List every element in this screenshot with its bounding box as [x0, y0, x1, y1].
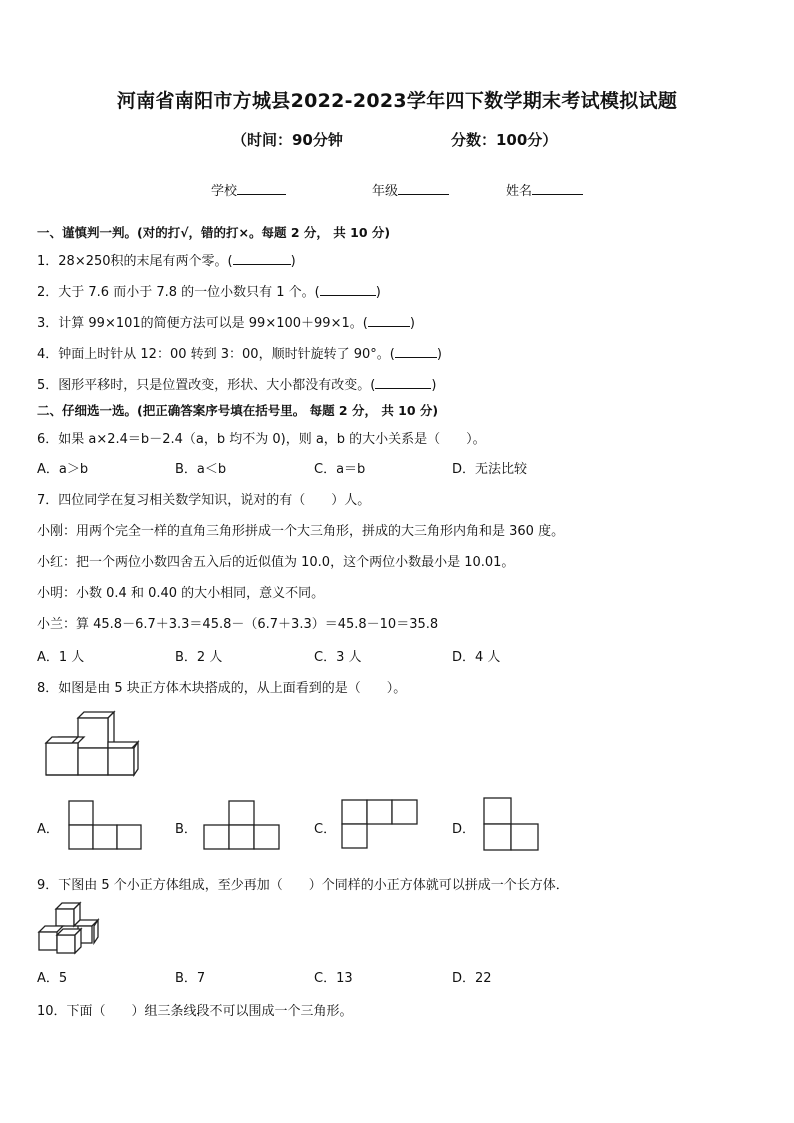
time-label: （时间：90分钟 [232, 131, 343, 149]
q7-statement-xiaolan: 小兰：算 45.8－6.7＋3.3＝45.8－（6.7＋3.3）＝45.8－10＝35.8 [37, 617, 439, 632]
answer-blank-3[interactable] [368, 313, 410, 327]
question-10: 10．下面（ ）组三条线段不可以围成一个三角形。 [37, 1004, 353, 1019]
question-4 [37, 343, 442, 362]
school-label: 学校 [211, 184, 238, 199]
q6-option-d[interactable]: D．无法比较 [452, 462, 528, 477]
score-label: 分数：100分） [451, 131, 558, 149]
grade-label: 年级 [372, 184, 399, 199]
q8-option-c-figure[interactable] [341, 799, 419, 849]
section1-heading: 一、谨慎判一判。(对的打√，错的打×。每题 2 分， 共 10 分) [37, 225, 391, 240]
question-5 [37, 374, 436, 393]
answer-blank-2[interactable] [320, 282, 376, 296]
q6-option-b[interactable]: B．a＜b [175, 462, 227, 477]
q9-option-d[interactable]: D．22 [452, 971, 492, 986]
grade-field[interactable] [372, 180, 449, 199]
question-7: 7．四位同学在复习相关数学知识，说对的有（ ）人。 [37, 493, 371, 508]
section2-heading: 二、仔细选一选。(把正确答案序号填在括号里。 每题 2 分， 共 10 分) [37, 403, 439, 418]
q8-option-c-label[interactable]: C． [314, 822, 337, 837]
question-1-text: 1．28×250积的末尾有两个零。( [37, 254, 233, 269]
q7-option-c[interactable]: C．3 人 [314, 650, 362, 665]
q7-option-d[interactable]: D．4 人 [452, 650, 501, 665]
name-blank[interactable] [532, 180, 583, 195]
question-1 [37, 250, 296, 269]
question-3-text: 3．计算 99×101的简便方法可以是 99×100＋99×1。( [37, 316, 368, 331]
q7-option-a[interactable]: A．1 人 [37, 650, 85, 665]
answer-blank-1[interactable] [233, 251, 291, 265]
name-field[interactable] [506, 180, 583, 199]
answer-blank-4[interactable] [395, 344, 437, 358]
q8-option-b-label[interactable]: B． [175, 822, 197, 837]
q7-statement-xiaohong: 小红：把一个两位小数四舍五入后的近似值为 10.0，这个两位小数最小是 10.01。 [37, 555, 515, 570]
q6-option-c[interactable]: C．a＝b [314, 462, 366, 477]
close-paren: ) [290, 254, 296, 269]
q8-option-a-label[interactable]: A． [37, 822, 59, 837]
q8-option-d-label[interactable]: D． [452, 822, 476, 837]
question-4-text: 4．钟面上时针从 12：00 转到 3：00，顺时针旋转了 90°。( [37, 347, 395, 362]
school-field[interactable] [211, 180, 286, 199]
page-title: 河南省南阳市方城县2022-2023学年四下数学期末考试模拟试题 [116, 90, 678, 112]
q9-option-c[interactable]: C．13 [314, 971, 353, 986]
close-paren: ) [375, 285, 381, 300]
q7-statement-xiaogang: 小刚：用两个完全一样的直角三角形拼成一个大三角形，拼成的大三角形内角和是 360 度。 [37, 524, 565, 539]
school-blank[interactable] [237, 180, 286, 195]
question-5-text: 5．图形平移时，只是位置改变，形状、大小都没有改变。( [37, 378, 376, 393]
question-8: 8．如图是由 5 块正方体木块搭成的，从上面看到的是（ ）。 [37, 681, 407, 696]
question-2-text: 2．大于 7.6 而小于 7.8 的一位小数只有 1 个。( [37, 285, 320, 300]
q8-option-a-figure[interactable] [68, 800, 143, 850]
question-6: 6．如果 a×2.4＝b－2.4（a，b 均不为 0)，则 a，b 的大小关系是（ ）。 [37, 432, 486, 447]
question-2 [37, 281, 381, 300]
q8-option-b-figure[interactable] [203, 800, 281, 850]
close-paren: ) [431, 378, 437, 393]
close-paren: ) [436, 347, 442, 362]
q9-option-a[interactable]: A．5 [37, 971, 68, 986]
close-paren: ) [409, 316, 415, 331]
q7-option-b[interactable]: B．2 人 [175, 650, 223, 665]
q6-option-a[interactable]: A．a＞b [37, 462, 89, 477]
name-label: 姓名 [506, 184, 533, 199]
q7-statement-xiaoming: 小明：小数 0.4 和 0.40 的大小相同，意义不同。 [37, 586, 325, 601]
q9-option-b[interactable]: B．7 [175, 971, 206, 986]
q9-cube-figure [38, 903, 102, 955]
grade-blank[interactable] [398, 180, 449, 195]
question-3 [37, 312, 415, 331]
q8-option-d-figure[interactable] [483, 797, 541, 852]
q8-cube-figure [40, 708, 140, 778]
answer-blank-5[interactable] [375, 375, 431, 389]
question-9: 9．下图由 5 个小正方体组成，至少再加（ ）个同样的小正方体就可以拼成一个长方体． [37, 878, 569, 893]
